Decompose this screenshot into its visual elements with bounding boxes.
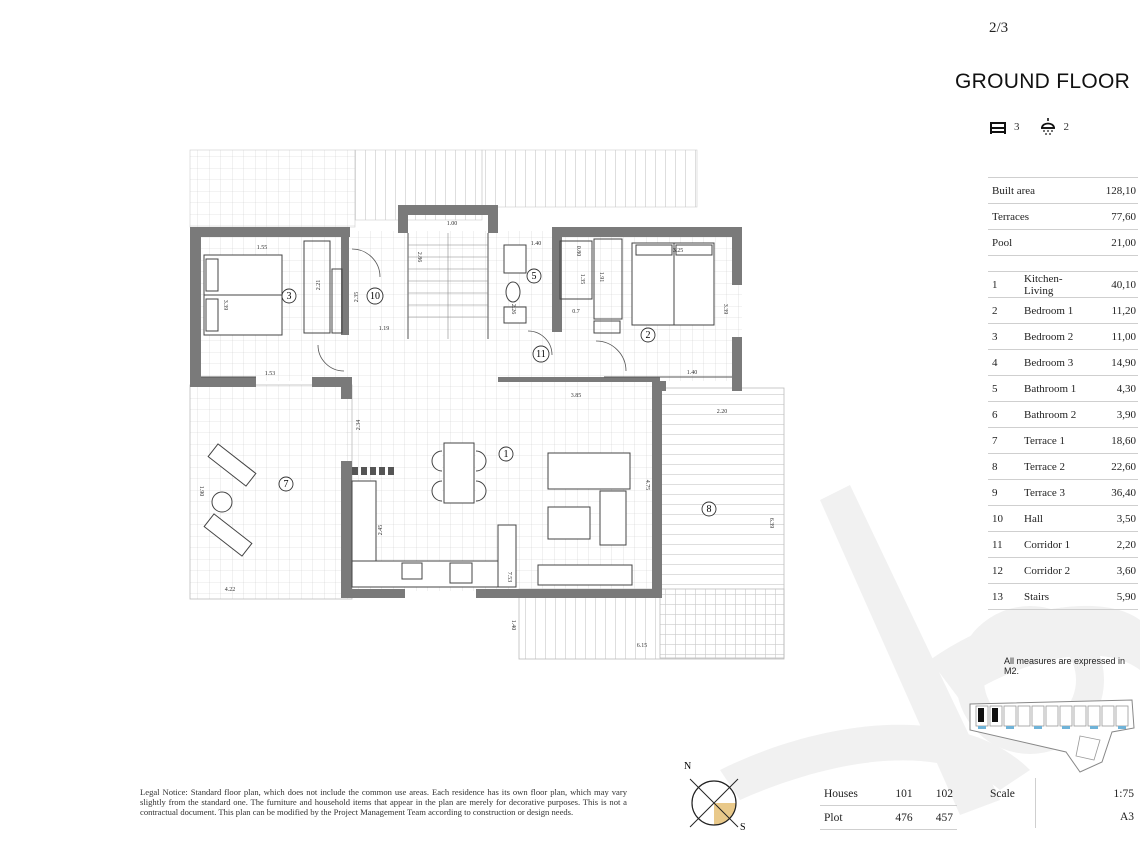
room-row bbox=[988, 454, 1138, 480]
room-marker-1: 1 bbox=[503, 449, 509, 460]
room-marker-10: 10 bbox=[370, 291, 380, 302]
dim-label: 4.22 bbox=[224, 587, 236, 593]
houses-header-row bbox=[820, 782, 957, 806]
text-label: Pool bbox=[992, 236, 1013, 249]
room-area: 18,60 bbox=[1111, 434, 1136, 447]
room-area: 11,20 bbox=[1111, 304, 1136, 317]
dim-label: 2.34 bbox=[356, 419, 362, 431]
room-row bbox=[988, 506, 1138, 532]
compass-south-label: S bbox=[740, 822, 746, 833]
room-name: Terrace 1 bbox=[1024, 434, 1066, 447]
room-row bbox=[988, 271, 1138, 298]
room-area: 3,90 bbox=[1116, 408, 1136, 421]
room-name: Terrace 2 bbox=[1024, 460, 1066, 473]
paper-size-row bbox=[988, 805, 1138, 828]
houses-plot-row bbox=[820, 806, 957, 830]
dim-label: 1.90 bbox=[198, 485, 204, 497]
room-area: 3,60 bbox=[1116, 564, 1136, 577]
shower-icon bbox=[1040, 118, 1056, 136]
room-number: 4 bbox=[992, 356, 998, 369]
floor-plan bbox=[186, 145, 788, 665]
room-count-row bbox=[990, 117, 1089, 137]
scale-row bbox=[988, 782, 1138, 805]
dim-label: 3.25 bbox=[672, 248, 684, 254]
room-name: Hall bbox=[1024, 512, 1043, 525]
compass-north-label: N bbox=[684, 761, 692, 772]
dim-label: 3.39 bbox=[222, 299, 228, 311]
room-area: 2,20 bbox=[1116, 538, 1136, 551]
text-label: 476 bbox=[895, 811, 913, 824]
room-name: Bedroom 2 bbox=[1024, 330, 1074, 343]
room-name: Corridor 2 bbox=[1024, 564, 1071, 577]
bed-room-3 bbox=[204, 255, 282, 335]
text-label: 1:75 bbox=[1113, 787, 1134, 800]
measure-note: All measures are expressed in M2. bbox=[1004, 656, 1126, 676]
room-number: 10 bbox=[992, 512, 1003, 525]
room-area: 11,00 bbox=[1111, 330, 1136, 343]
room-marker-2: 2 bbox=[645, 330, 651, 341]
room-name: Terrace 3 bbox=[1024, 486, 1066, 499]
room-row bbox=[988, 324, 1138, 350]
dim-label: 0.80 bbox=[575, 245, 581, 257]
room-row bbox=[988, 558, 1138, 584]
dim-label: 1.00 bbox=[446, 221, 458, 227]
room-marker-11: 11 bbox=[536, 349, 546, 360]
room-marker-8: 8 bbox=[706, 504, 712, 515]
room-name: Bathroom 2 bbox=[1024, 408, 1077, 421]
room-row bbox=[988, 428, 1138, 454]
room-number: 3 bbox=[992, 330, 998, 343]
room-name: Kitchen-Living bbox=[1024, 272, 1063, 297]
scale-box bbox=[988, 782, 1138, 828]
room-number: 13 bbox=[992, 590, 1003, 603]
room-number: 12 bbox=[992, 564, 1003, 577]
dim-label: 2.35 bbox=[354, 291, 360, 303]
dim-label: 3.85 bbox=[570, 393, 582, 399]
page-number: 2/3 bbox=[989, 20, 1009, 36]
bed-room-2 bbox=[632, 243, 714, 325]
text-label: 457 bbox=[935, 811, 953, 824]
houses-table bbox=[820, 782, 957, 830]
text-label: 77,60 bbox=[1111, 210, 1136, 223]
dim-label: 1.35 bbox=[579, 273, 585, 285]
dim-label: 2.21 bbox=[316, 279, 322, 291]
text-label: Built area bbox=[992, 184, 1036, 197]
room-name: Stairs bbox=[1024, 590, 1050, 603]
room-area: 14,90 bbox=[1111, 356, 1136, 369]
room-number: 6 bbox=[992, 408, 998, 421]
room-row bbox=[988, 376, 1138, 402]
bed-icon bbox=[990, 121, 1006, 134]
area-summary-table bbox=[988, 177, 1138, 256]
dim-label: 1.55 bbox=[256, 245, 268, 251]
area-row bbox=[988, 177, 1138, 204]
room-area: 4,30 bbox=[1116, 382, 1136, 395]
text-label: 101 bbox=[895, 787, 913, 800]
plan-title: GROUND FLOOR bbox=[955, 70, 1131, 93]
room-row bbox=[988, 350, 1138, 376]
room-area: 40,10 bbox=[1111, 278, 1136, 291]
dim-label: 4.75 bbox=[644, 479, 650, 491]
room-area: 5,90 bbox=[1116, 590, 1136, 603]
room-number: 5 bbox=[992, 382, 998, 395]
room-number: 11 bbox=[992, 538, 1003, 551]
room-name: Bedroom 3 bbox=[1024, 356, 1074, 369]
dim-label: 0.7 bbox=[572, 309, 580, 315]
room-name: Bedroom 1 bbox=[1024, 304, 1074, 317]
text-label: 128,10 bbox=[1105, 184, 1136, 197]
area-row bbox=[988, 204, 1138, 230]
dim-label: 1.91 bbox=[598, 271, 604, 283]
room-row bbox=[988, 532, 1138, 558]
room-marker-3: 3 bbox=[286, 291, 292, 302]
room-area: 36,40 bbox=[1111, 486, 1136, 499]
text-label: Plot bbox=[824, 811, 843, 824]
room-area: 22,60 bbox=[1111, 460, 1136, 473]
text-label: Scale bbox=[990, 787, 1015, 800]
room-number: 1 bbox=[992, 278, 998, 291]
room-number: 8 bbox=[992, 460, 998, 473]
dim-label: 1.40 bbox=[686, 370, 698, 376]
top-left-deck bbox=[190, 150, 355, 227]
room-marker-7: 7 bbox=[283, 479, 289, 490]
terrace-bottom bbox=[519, 589, 784, 659]
text-label: 102 bbox=[935, 787, 953, 800]
dim-label: 2.45 bbox=[378, 524, 384, 536]
room-number: 2 bbox=[992, 304, 998, 317]
dim-label: 1.19 bbox=[378, 326, 390, 332]
bedroom-count: 3 bbox=[1014, 121, 1020, 133]
dim-label: 6.39 bbox=[768, 517, 774, 529]
room-table bbox=[988, 271, 1138, 610]
dim-label: 3.39 bbox=[722, 303, 728, 315]
text-label: 21,00 bbox=[1111, 236, 1136, 249]
room-row bbox=[988, 584, 1138, 610]
legal-notice: Legal Notice: Standard floor plan, which does not include the common use areas. Each residence has its own floor plan, which may vary slightly from the standard one. The furniture and household items that appear in the plan are merely for decorative purposes. This is not a contractual document. This plan can be modified by the Project Management Team according to construction or design needs. bbox=[140, 787, 627, 817]
dim-label: 2.20 bbox=[716, 409, 728, 415]
room-row bbox=[988, 480, 1138, 506]
room-number: 7 bbox=[992, 434, 998, 447]
room-row bbox=[988, 298, 1138, 324]
bathroom-count: 2 bbox=[1063, 121, 1069, 133]
area-row bbox=[988, 230, 1138, 256]
text-label: Terraces bbox=[992, 210, 1030, 223]
top-right-deck bbox=[482, 150, 697, 207]
dim-label: 2.86 bbox=[416, 251, 422, 263]
dim-label: 7.53 bbox=[506, 571, 512, 583]
room-marker-5: 5 bbox=[531, 271, 537, 282]
site-key-plan bbox=[962, 690, 1138, 775]
room-area: 3,50 bbox=[1116, 512, 1136, 525]
room-number: 9 bbox=[992, 486, 998, 499]
terrace-left bbox=[190, 385, 352, 599]
text-label: A3 bbox=[1119, 810, 1134, 823]
compass-rose bbox=[676, 757, 752, 833]
text-label: Houses bbox=[824, 787, 858, 800]
room-name: Bathroom 1 bbox=[1024, 382, 1077, 395]
room-name: Corridor 1 bbox=[1024, 538, 1071, 551]
dim-label: 2.26 bbox=[510, 303, 516, 315]
room-row bbox=[988, 402, 1138, 428]
dim-label: 1.40 bbox=[510, 619, 516, 631]
dim-label: 1.53 bbox=[264, 371, 276, 377]
scale-divider bbox=[1035, 778, 1036, 828]
dim-label: 1.40 bbox=[530, 241, 542, 247]
dim-label: 6.15 bbox=[636, 643, 648, 649]
